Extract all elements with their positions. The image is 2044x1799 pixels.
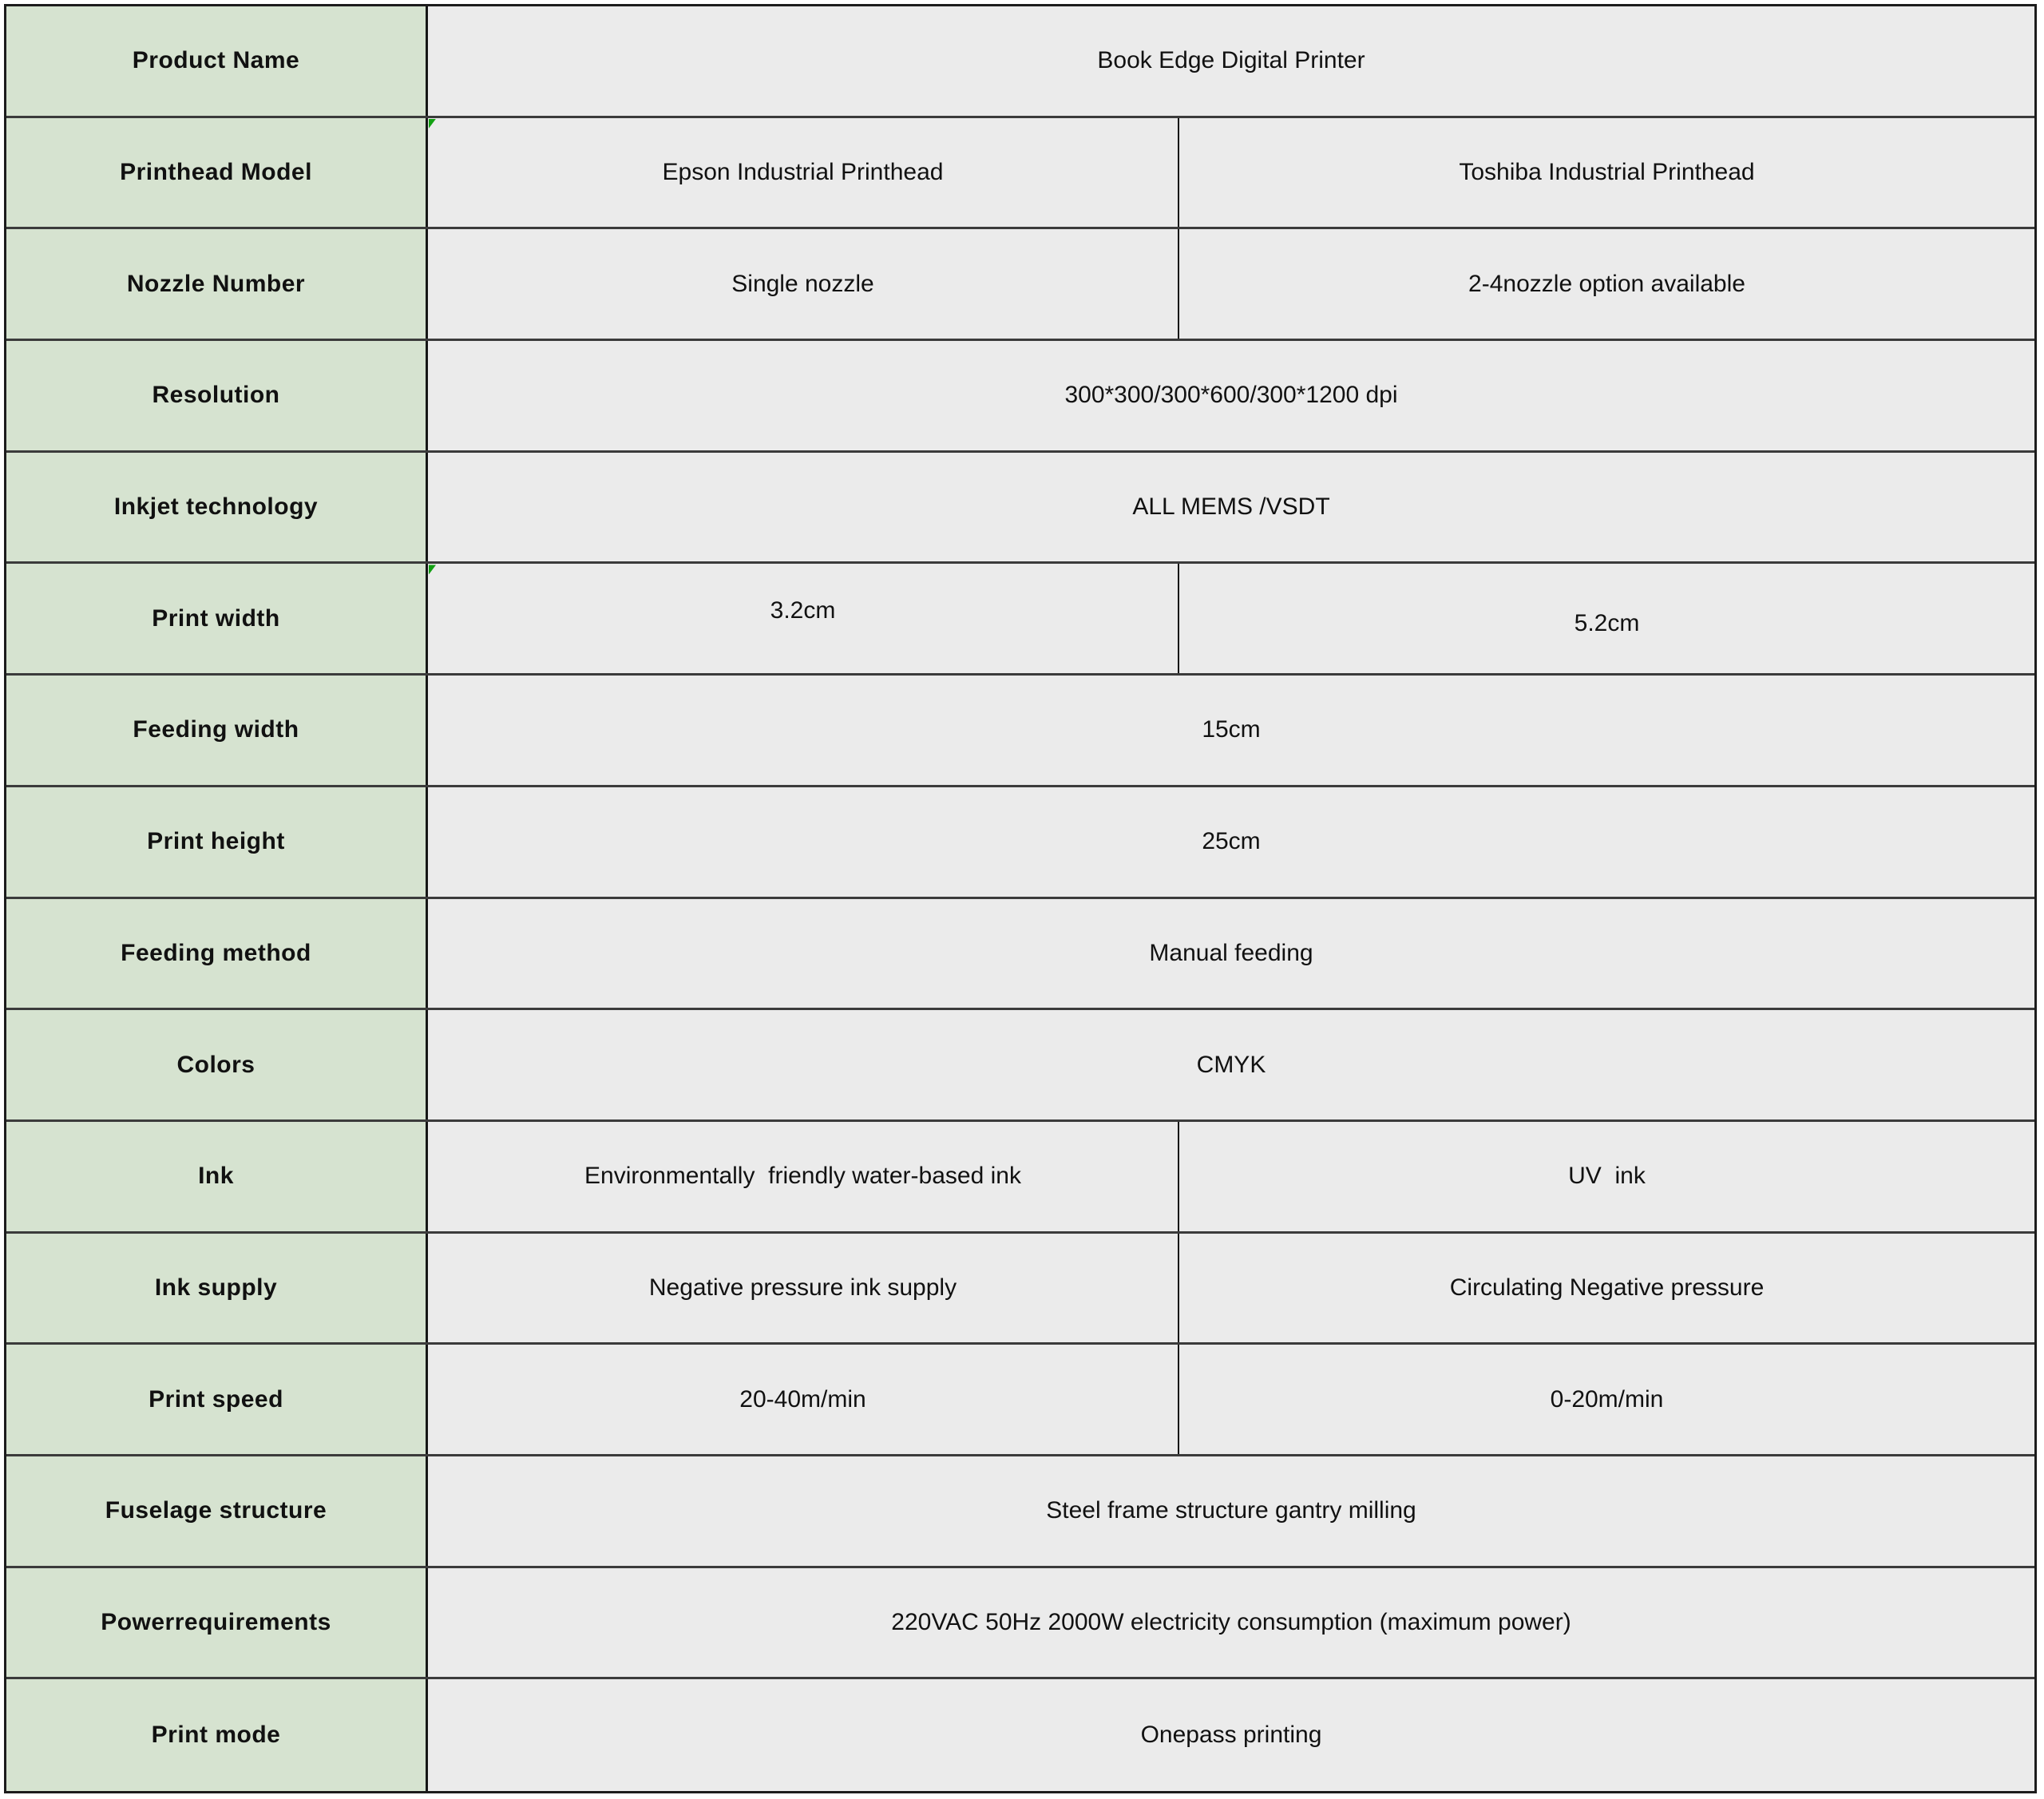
spec-row-feeding-width [6, 676, 2034, 787]
row-label: Print height [6, 787, 428, 897]
row-label: Powerrequirements [6, 1568, 428, 1678]
spec-value: ALL MEMS /VSDT [428, 453, 2034, 562]
spec-value: 0-20m/min [1179, 1345, 2034, 1454]
row-label: Feeding method [6, 899, 428, 1008]
row-label: Nozzle Number [6, 229, 428, 339]
row-label: Print width [6, 564, 428, 673]
spec-row-print-width [6, 564, 2034, 676]
spec-value: 25cm [428, 787, 2034, 897]
spec-value-text: 3.2cm [770, 596, 836, 624]
row-label: Ink supply [6, 1234, 428, 1343]
spec-value: CMYK [428, 1010, 2034, 1119]
spec-value [1179, 564, 2034, 673]
spec-row-print-speed [6, 1345, 2034, 1456]
spec-value: Toshiba Industrial Printhead [1179, 118, 2034, 228]
spec-row-print-height [6, 787, 2034, 899]
spec-row-ink [6, 1122, 2034, 1234]
row-label: Ink [6, 1122, 428, 1231]
spec-row-power-requirements [6, 1568, 2034, 1680]
product-spec-table [4, 4, 2037, 1793]
spec-value: Onepass printing [428, 1679, 2034, 1791]
spec-value [428, 564, 1179, 673]
row-label: Resolution [6, 341, 428, 450]
spec-value [428, 118, 1179, 228]
spec-value-text: Epson Industrial Printhead [662, 159, 944, 186]
spec-value: 15cm [428, 676, 2034, 785]
cell-flag-icon [429, 119, 436, 129]
row-label: Feeding width [6, 676, 428, 785]
row-label: Print speed [6, 1345, 428, 1454]
spec-value: Environmentally friendly water-based ink [428, 1122, 1179, 1231]
spec-row-inkjet-technology [6, 453, 2034, 565]
spec-value: Circulating Negative pressure [1179, 1234, 2034, 1343]
spec-value: 2-4nozzle option available [1179, 229, 2034, 339]
spec-row-colors [6, 1010, 2034, 1122]
row-label: Fuselage structure [6, 1456, 428, 1566]
spec-value: 300*300/300*600/300*1200 dpi [428, 341, 2034, 450]
row-label: Colors [6, 1010, 428, 1119]
row-label: Printhead Model [6, 118, 428, 228]
spec-row-ink-supply [6, 1234, 2034, 1345]
spec-row-print-mode [6, 1679, 2034, 1791]
spec-row-nozzle-number [6, 229, 2034, 341]
row-label: Product Name [6, 6, 428, 116]
row-label: Print mode [6, 1679, 428, 1791]
spec-value: Negative pressure ink supply [428, 1234, 1179, 1343]
spec-value: 20-40m/min [428, 1345, 1179, 1454]
spec-row-fuselage-structure [6, 1456, 2034, 1568]
spec-value: Single nozzle [428, 229, 1179, 339]
row-label: Inkjet technology [6, 453, 428, 562]
spec-row-feeding-method [6, 899, 2034, 1011]
spec-value: Manual feeding [428, 899, 2034, 1008]
spec-value-text: 5.2cm [1574, 609, 1640, 636]
cell-flag-icon [429, 565, 436, 574]
spec-value: Steel frame structure gantry milling [428, 1456, 2034, 1566]
spec-row-product-name [6, 6, 2034, 118]
spec-row-resolution [6, 341, 2034, 453]
spec-value: Book Edge Digital Printer [428, 6, 2034, 116]
spec-value: 220VAC 50Hz 2000W electricity consumption (maximum power) [428, 1568, 2034, 1678]
spec-row-printhead-model [6, 118, 2034, 230]
spec-value: UV ink [1179, 1122, 2034, 1231]
